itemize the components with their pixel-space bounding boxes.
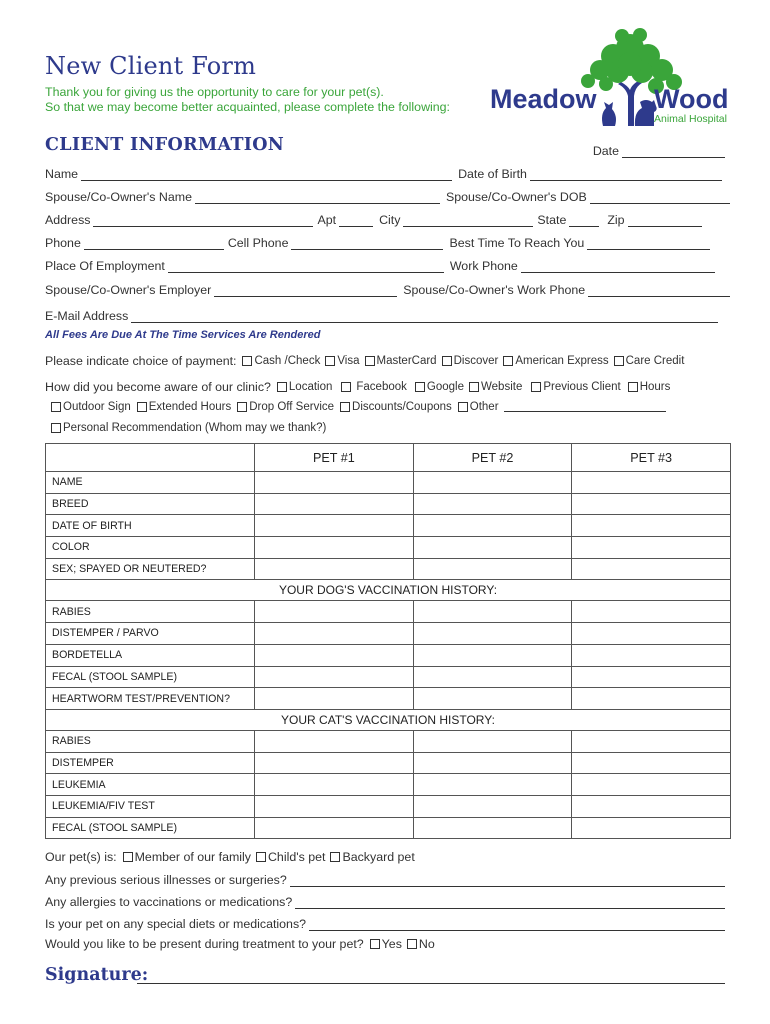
date-field[interactable] xyxy=(622,146,725,158)
employment-row xyxy=(45,257,725,273)
option-care-credit: Care Credit xyxy=(625,355,685,367)
option-visa: Visa xyxy=(337,355,360,367)
pet-3-color-cell[interactable] xyxy=(572,537,731,559)
pet-1-distemper-parvo-cell[interactable] xyxy=(255,623,414,645)
option-google: Google xyxy=(426,381,464,393)
work-phone-label: Work Phone xyxy=(449,259,518,273)
pet-2-cat-fecal-cell[interactable] xyxy=(413,817,572,839)
payment-question: Please indicate choice of payment: xyxy=(45,354,237,368)
row-label-dog-rabies: RABIES xyxy=(46,601,255,623)
pet-1-bordetella-cell[interactable] xyxy=(255,644,414,666)
illnesses-question: Any previous serious illnesses or surgeries? xyxy=(45,873,287,887)
cat-vaccination-heading: YOUR CAT'S VACCINATION HISTORY: xyxy=(46,709,731,730)
spouse-employer-field[interactable] xyxy=(214,285,397,297)
table-row xyxy=(46,644,731,666)
option-yes: Yes xyxy=(381,937,402,951)
pet-2-breed-cell[interactable] xyxy=(413,493,572,515)
row-label-leukemia-fiv: LEUKEMIA/FIV TEST xyxy=(46,795,255,817)
allergies-question: Any allergies to vaccinations or medications? xyxy=(45,895,293,909)
pet-1-leukemia-cell[interactable] xyxy=(255,774,414,796)
checkbox-facebook[interactable] xyxy=(341,382,351,392)
pet-2-dob-cell[interactable] xyxy=(413,515,572,537)
pet-3-bordetella-cell[interactable] xyxy=(572,644,731,666)
row-label-color: COLOR xyxy=(46,537,255,559)
zip-field[interactable] xyxy=(628,215,702,227)
dog-vaccination-heading-row xyxy=(46,580,731,601)
cell-phone-field[interactable] xyxy=(291,238,443,250)
option-american-express: American Express xyxy=(515,355,609,367)
pet-1-leukemia-fiv-cell[interactable] xyxy=(255,795,414,817)
option-location: Location xyxy=(288,381,333,393)
checkbox-member-of-family[interactable] xyxy=(123,852,133,862)
option-childs-pet: Child's pet xyxy=(267,850,326,864)
pet-3-dog-rabies-cell[interactable] xyxy=(572,601,731,623)
checkbox-personal-recommendation[interactable] xyxy=(51,423,61,433)
option-cash-check: Cash /Check xyxy=(254,355,321,367)
checkbox-no[interactable] xyxy=(407,939,417,949)
spouse-row xyxy=(45,188,725,204)
checkbox-location[interactable] xyxy=(277,382,287,392)
checkbox-hours[interactable] xyxy=(628,382,638,392)
name-row xyxy=(45,165,725,181)
row-label-cat-distemper: DISTEMPER xyxy=(46,752,255,774)
row-label-sex: SEX; SPAYED OR NEUTERED? xyxy=(46,558,255,580)
city-field[interactable] xyxy=(403,215,533,227)
form-title: New Client Form xyxy=(45,52,257,80)
pet-1-dog-fecal-cell[interactable] xyxy=(255,666,414,688)
state-label: State xyxy=(537,213,567,227)
row-label-heartworm: HEARTWORM TEST/PREVENTION? xyxy=(46,688,255,710)
header-pet-2: PET #2 xyxy=(413,444,572,472)
referral-row-1 xyxy=(45,380,672,394)
row-label-breed: BREED xyxy=(46,493,255,515)
pet-2-heartworm-cell[interactable] xyxy=(413,688,572,710)
table-row xyxy=(46,666,731,688)
checkbox-care-credit[interactable] xyxy=(614,356,624,366)
row-label-leukemia: LEUKEMIA xyxy=(46,774,255,796)
header-pet-1: PET #1 xyxy=(255,444,414,472)
checkbox-backyard-pet[interactable] xyxy=(330,852,340,862)
checkbox-yes[interactable] xyxy=(370,939,380,949)
checkbox-mastercard[interactable] xyxy=(365,356,375,366)
present-question: Would you like to be present during treatment to your pet? xyxy=(45,937,364,951)
checkbox-discounts-coupons[interactable] xyxy=(340,402,350,412)
pets-table xyxy=(45,443,731,839)
our-pets-question: Our pet(s) is: xyxy=(45,850,117,864)
name-label: Name xyxy=(45,167,79,181)
pet-3-cat-distemper-cell[interactable] xyxy=(572,752,731,774)
zip-label: Zip xyxy=(607,213,625,227)
option-website: Website xyxy=(481,381,523,393)
pet-2-dog-rabies-cell[interactable] xyxy=(413,601,572,623)
option-no: No xyxy=(418,937,435,951)
pet-1-sex-cell[interactable] xyxy=(255,558,414,580)
row-label-dob: DATE OF BIRTH xyxy=(46,515,255,537)
intro-line-2: So that we may become better acquainted, please complete the following: xyxy=(45,100,451,114)
checkbox-previous-client[interactable] xyxy=(531,382,541,392)
checkbox-childs-pet[interactable] xyxy=(256,852,266,862)
row-label-cat-fecal: FECAL (STOOL SAMPLE) xyxy=(46,817,255,839)
row-label-bordetella: BORDETELLA xyxy=(46,644,255,666)
referral-row-2 xyxy=(48,401,666,413)
signature-label: Signature: xyxy=(45,965,149,985)
spouse-name-label: Spouse/Co-Owner's Name xyxy=(45,190,192,204)
referral-question: How did you become aware of our clinic? xyxy=(45,380,271,394)
pet-2-color-cell[interactable] xyxy=(413,537,572,559)
illnesses-row xyxy=(45,871,725,887)
spouse-work-phone-label: Spouse/Co-Owner's Work Phone xyxy=(403,283,586,297)
pet-1-cat-distemper-cell[interactable] xyxy=(255,752,414,774)
pet-3-leukemia-fiv-cell[interactable] xyxy=(572,795,731,817)
apt-field[interactable] xyxy=(339,215,373,227)
pet-2-leukemia-fiv-cell[interactable] xyxy=(413,795,572,817)
diets-row xyxy=(45,915,725,931)
cell-phone-label: Cell Phone xyxy=(227,236,289,250)
option-member-of-family: Member of our family xyxy=(134,850,251,864)
address-label: Address xyxy=(45,213,91,227)
dob-field[interactable] xyxy=(530,169,722,181)
option-other: Other xyxy=(469,401,499,413)
pet-3-cat-fecal-cell[interactable] xyxy=(572,817,731,839)
logo-name-right: Wood xyxy=(654,84,729,114)
illnesses-field[interactable] xyxy=(290,875,725,887)
city-label: City xyxy=(379,213,401,227)
table-row xyxy=(46,515,731,537)
table-row xyxy=(46,623,731,645)
intro-text xyxy=(45,85,450,115)
logo-name-left: Meadow xyxy=(490,84,597,114)
employment-field[interactable] xyxy=(168,261,444,273)
pet-3-distemper-parvo-cell[interactable] xyxy=(572,623,731,645)
date-row xyxy=(45,142,725,158)
pet-2-sex-cell[interactable] xyxy=(413,558,572,580)
pet-1-cat-rabies-cell[interactable] xyxy=(255,730,414,752)
pet-3-leukemia-cell[interactable] xyxy=(572,774,731,796)
client-info-heading: CLIENT INFORMATION xyxy=(45,135,285,155)
spouse-dob-field[interactable] xyxy=(590,192,730,204)
logo-subtitle: Animal Hospital xyxy=(654,113,727,125)
table-row xyxy=(46,601,731,623)
pet-2-leukemia-cell[interactable] xyxy=(413,774,572,796)
option-drop-off-service: Drop Off Service xyxy=(249,401,335,413)
address-field[interactable] xyxy=(93,215,313,227)
diets-field[interactable] xyxy=(309,919,725,931)
work-phone-field[interactable] xyxy=(521,261,715,273)
spouse-name-field[interactable] xyxy=(195,192,440,204)
employment-label: Place Of Employment xyxy=(45,259,165,273)
option-discounts-coupons: Discounts/Coupons xyxy=(352,401,452,413)
table-row xyxy=(46,537,731,559)
date-label: Date xyxy=(592,144,619,158)
pet-3-heartworm-cell[interactable] xyxy=(572,688,731,710)
diets-question: Is your pet on any special diets or medications? xyxy=(45,917,307,931)
email-field[interactable] xyxy=(131,311,718,323)
apt-label: Apt xyxy=(317,213,337,227)
pet-2-dog-fecal-cell[interactable] xyxy=(413,666,572,688)
pet-1-breed-cell[interactable] xyxy=(255,493,414,515)
pet-1-cat-fecal-cell[interactable] xyxy=(255,817,414,839)
pet-1-dob-cell[interactable] xyxy=(255,515,414,537)
pet-2-cat-rabies-cell[interactable] xyxy=(413,730,572,752)
option-previous-client: Previous Client xyxy=(543,381,621,393)
row-label-name: NAME xyxy=(46,472,255,494)
pet-2-bordetella-cell[interactable] xyxy=(413,644,572,666)
referral-row-3 xyxy=(48,422,328,434)
checkbox-cash-check[interactable] xyxy=(242,356,252,366)
pet-1-heartworm-cell[interactable] xyxy=(255,688,414,710)
cat-vaccination-heading-row xyxy=(46,709,731,730)
best-time-label: Best Time To Reach You xyxy=(449,236,585,250)
phone-row xyxy=(45,234,725,250)
option-hours: Hours xyxy=(639,381,671,393)
allergies-field[interactable] xyxy=(295,897,725,909)
table-row xyxy=(46,795,731,817)
pet-3-dog-fecal-cell[interactable] xyxy=(572,666,731,688)
option-discover: Discover xyxy=(453,355,499,367)
pet-3-cat-rabies-cell[interactable] xyxy=(572,730,731,752)
table-row xyxy=(46,558,731,580)
table-header-row xyxy=(46,444,731,472)
option-backyard-pet: Backyard pet xyxy=(342,850,415,864)
table-row xyxy=(46,688,731,710)
checkbox-outdoor-sign[interactable] xyxy=(51,402,61,412)
email-row xyxy=(45,307,725,323)
header-blank xyxy=(46,444,255,472)
checkbox-drop-off-service[interactable] xyxy=(237,402,247,412)
pet-1-name-cell[interactable] xyxy=(255,472,414,494)
checkbox-website[interactable] xyxy=(469,382,479,392)
state-field[interactable] xyxy=(569,215,599,227)
table-row xyxy=(46,493,731,515)
table-row xyxy=(46,817,731,839)
signature-field[interactable] xyxy=(137,983,725,984)
table-row xyxy=(46,472,731,494)
pet-2-name-cell[interactable] xyxy=(413,472,572,494)
checkbox-google[interactable] xyxy=(415,382,425,392)
table-row xyxy=(46,730,731,752)
payment-row xyxy=(45,354,686,368)
checkbox-discover[interactable] xyxy=(442,356,452,366)
our-pets-row xyxy=(45,850,417,864)
row-label-distemper-parvo: DISTEMPER / PARVO xyxy=(46,623,255,645)
table-row xyxy=(46,774,731,796)
pet-3-name-cell[interactable] xyxy=(572,472,731,494)
email-label: E-Mail Address xyxy=(45,309,129,323)
pet-2-distemper-parvo-cell[interactable] xyxy=(413,623,572,645)
checkbox-other[interactable] xyxy=(458,402,468,412)
option-personal-recommendation: Personal Recommendation (Whom may we thank?) xyxy=(63,422,327,434)
dob-label: Date of Birth xyxy=(458,167,527,181)
fees-note: All Fees Are Due At The Time Services Are Rendered xyxy=(45,329,321,341)
present-row xyxy=(45,937,437,951)
checkbox-american-express[interactable] xyxy=(503,356,513,366)
pet-1-dog-rabies-cell[interactable] xyxy=(255,601,414,623)
allergies-row xyxy=(45,893,725,909)
address-row xyxy=(45,211,725,227)
phone-label: Phone xyxy=(45,236,81,250)
intro-line-1: Thank you for giving us the opportunity to care for your pet(s). xyxy=(45,85,384,99)
option-facebook: Facebook xyxy=(356,381,407,393)
spouse-employer-row xyxy=(45,281,725,297)
best-time-field[interactable] xyxy=(587,238,710,250)
table-row xyxy=(46,752,731,774)
meadowwood-logo xyxy=(488,26,730,130)
option-outdoor-sign: Outdoor Sign xyxy=(63,401,131,413)
checkbox-visa[interactable] xyxy=(325,356,335,366)
phone-field[interactable] xyxy=(84,238,224,250)
pet-3-dob-cell[interactable] xyxy=(572,515,731,537)
name-field[interactable] xyxy=(81,169,452,181)
pet-2-cat-distemper-cell[interactable] xyxy=(413,752,572,774)
pet-3-breed-cell[interactable] xyxy=(572,493,731,515)
checkbox-extended-hours[interactable] xyxy=(137,402,147,412)
option-extended-hours: Extended Hours xyxy=(148,401,232,413)
option-mastercard: MasterCard xyxy=(376,355,437,367)
pet-1-color-cell[interactable] xyxy=(255,537,414,559)
row-label-cat-rabies: RABIES xyxy=(46,730,255,752)
other-field[interactable] xyxy=(504,402,666,412)
dog-vaccination-heading: YOUR DOG'S VACCINATION HISTORY: xyxy=(46,580,731,601)
spouse-dob-label: Spouse/Co-Owner's DOB xyxy=(445,190,587,204)
pet-3-sex-cell[interactable] xyxy=(572,558,731,580)
spouse-employer-label: Spouse/Co-Owner's Employer xyxy=(45,283,212,297)
row-label-dog-fecal: FECAL (STOOL SAMPLE) xyxy=(46,666,255,688)
header-pet-3: PET #3 xyxy=(572,444,731,472)
spouse-work-phone-field[interactable] xyxy=(588,285,730,297)
